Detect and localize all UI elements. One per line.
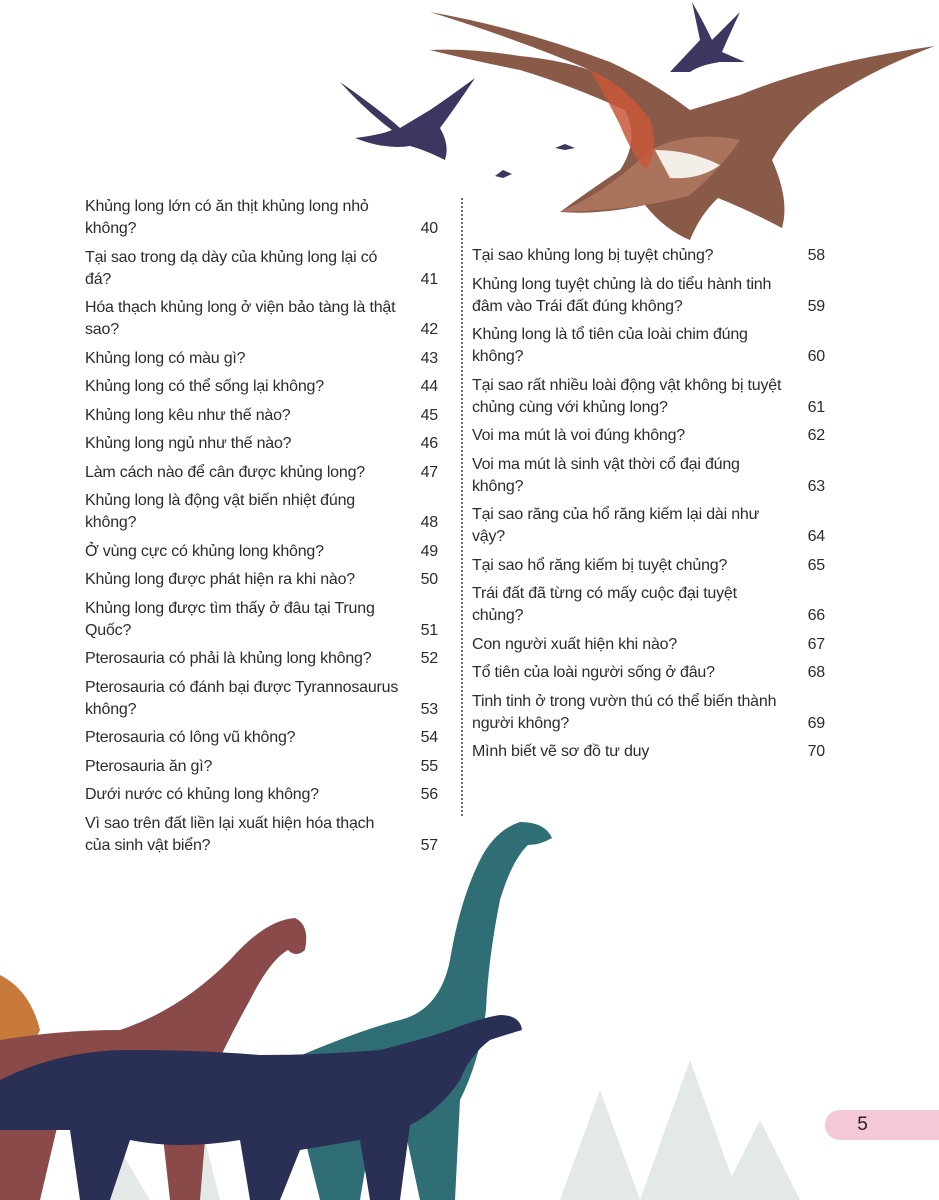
toc-entry-title: Trái đất đã từng có mấy cuộc đại tuyệt chủng? (472, 585, 737, 624)
toc-entry-page: 59 (807, 297, 825, 315)
toc-entry-page: 61 (807, 398, 825, 416)
toc-entry[interactable] (85, 433, 440, 455)
toc-entry-page: 62 (807, 427, 825, 444)
toc-entry[interactable] (472, 741, 827, 763)
toc-entry[interactable] (472, 691, 827, 735)
toc-entry-title: Tại sao hổ răng kiếm bị tuyệt chủng? (472, 556, 728, 574)
toc-entry[interactable] (472, 555, 827, 577)
toc-entry[interactable] (472, 274, 827, 318)
toc-entry-page: 57 (420, 836, 438, 854)
toc-entry-page: 54 (420, 729, 438, 746)
toc-entry-title: Tinh tinh ở trong vườn thú có thể biến thành người không? (472, 692, 777, 732)
toc-entry-title: Khủng long được phát hiện ra khi nào? (85, 571, 355, 588)
toc-entry-title: Tại sao rất nhiều loài động vật không bị tuyệt chủng cùng với khủng long? (472, 376, 782, 416)
toc-entry-title: Tại sao trong dạ dày của khủng long lại có đá? (85, 248, 378, 288)
toc-entry[interactable] (85, 677, 440, 721)
toc-entry[interactable] (85, 348, 440, 370)
toc-entry[interactable] (472, 245, 827, 267)
toc-entry-page: 60 (807, 348, 825, 365)
toc-right-column (472, 245, 827, 770)
toc-entry-title: Khủng long lớn có ăn thịt khủng long nhỏ không? (85, 198, 369, 237)
toc-entry-page: 65 (807, 556, 825, 574)
toc-entry[interactable] (472, 662, 827, 684)
toc-entry[interactable] (85, 196, 440, 240)
toc-entry-title: Khủng long là tổ tiên của loài chim đúng không? (472, 326, 748, 365)
toc-entry-title: Tại sao khủng long bị tuyệt chủng? (472, 247, 714, 264)
toc-entry-title: Dưới nước có khủng long không? (85, 786, 319, 803)
toc-entry-page: 63 (807, 477, 825, 495)
toc-entry-page: 47 (420, 463, 438, 481)
toc-entry-page: 52 (420, 650, 438, 667)
toc-entry-page: 69 (807, 714, 825, 732)
toc-entry-title: Khủng long có thể sống lại không? (85, 378, 324, 395)
toc-entry-page: 70 (807, 743, 825, 760)
toc-entry-page: 51 (420, 621, 438, 639)
toc-entry-page: 40 (420, 220, 438, 237)
toc-entry[interactable] (472, 375, 827, 419)
toc-entry[interactable] (85, 462, 440, 484)
toc-entry[interactable] (85, 569, 440, 591)
toc-entry[interactable] (85, 247, 440, 291)
toc-entry-title: Ở vùng cực có khủng long không? (85, 542, 324, 560)
toc-entry-page: 48 (420, 514, 438, 531)
toc-entry-title: Khủng long tuyệt chủng là do tiểu hành tinh đâm vào Trái đất đúng không? (472, 275, 772, 315)
toc-entry-page: 46 (420, 435, 438, 452)
column-divider (461, 198, 463, 816)
toc-entry-title: Khủng long được tìm thấy ở đâu tại Trung Quốc? (85, 599, 375, 639)
toc-entry[interactable] (85, 756, 440, 778)
toc-entry-page: 66 (807, 607, 825, 624)
toc-left-column (85, 196, 440, 863)
toc-entry-title: Khủng long ngủ như thế nào? (85, 435, 292, 452)
toc-entry[interactable] (85, 541, 440, 563)
toc-entry-title: Pterosauria có lông vũ không? (85, 729, 296, 746)
toc-entry-page: 41 (420, 270, 438, 288)
toc-entry[interactable] (85, 490, 440, 534)
toc-entry[interactable] (85, 405, 440, 427)
toc-entry-title: Pterosauria có đánh bại được Tyrannosaurus không? (85, 678, 399, 718)
toc-entry-page: 45 (420, 406, 438, 424)
toc-entry-page: 43 (420, 349, 438, 367)
page-number: 5 (857, 1114, 868, 1135)
toc-entry[interactable] (472, 324, 827, 368)
pterosaur-illustration (430, 12, 935, 240)
toc-entry-title: Voi ma mút là voi đúng không? (472, 427, 686, 444)
toc-entry-title: Pterosauria ăn gì? (85, 757, 213, 775)
toc-entry-page: 64 (807, 528, 825, 545)
toc-entry-title: Khủng long kêu như thế nào? (85, 406, 291, 424)
toc-entry-page: 44 (420, 378, 438, 395)
page-number-tab (825, 1110, 939, 1140)
toc-entry-page: 68 (807, 664, 825, 681)
toc-entry[interactable] (472, 454, 827, 498)
toc-entry[interactable] (472, 504, 827, 548)
toc-entry-title: Voi ma mút là sinh vật thời cổ đại đúng không? (472, 455, 740, 495)
toc-entry-title: Khủng long có màu gì? (85, 349, 246, 367)
toc-entry-page: 55 (420, 757, 438, 775)
toc-entry-page: 56 (420, 786, 438, 803)
toc-entry-title: Tại sao răng của hổ răng kiếm lại dài như vậy? (472, 506, 760, 545)
toc-entry-page: 49 (420, 542, 438, 560)
toc-entry-title: Tổ tiên của loài người sống ở đâu? (472, 664, 715, 681)
toc-entry[interactable] (472, 583, 827, 627)
toc-entry[interactable] (472, 634, 827, 656)
toc-entry[interactable] (85, 376, 440, 398)
toc-entry-title: Con người xuất hiện khi nào? (472, 635, 678, 653)
toc-entry-title: Khủng long là động vật biến nhiệt đúng không? (85, 492, 355, 531)
toc-entry[interactable] (85, 598, 440, 642)
toc-entry[interactable] (85, 727, 440, 749)
toc-entry[interactable] (85, 813, 440, 857)
toc-entry[interactable] (85, 648, 440, 670)
toc-entry[interactable] (85, 297, 440, 341)
toc-entry-page: 50 (420, 571, 438, 588)
toc-entry-page: 42 (420, 321, 438, 338)
toc-entry-page: 58 (807, 247, 825, 264)
toc-entry-page: 53 (420, 700, 438, 718)
toc-entry[interactable] (472, 425, 827, 447)
toc-entry-page: 67 (807, 635, 825, 653)
toc-entry-title: Hóa thạch khủng long ở viện bảo tàng là thật sao? (85, 299, 396, 338)
toc-entry-title: Vì sao trên đất liền lại xuất hiện hóa thạch của sinh vật biển? (85, 814, 375, 854)
toc-entry-title: Pterosauria có phải là khủng long không? (85, 650, 372, 667)
toc-entry-title: Mình biết vẽ sơ đồ tư duy (472, 743, 650, 760)
toc-entry[interactable] (85, 784, 440, 806)
toc-entry-title: Làm cách nào để cân được khủng long? (85, 463, 365, 481)
